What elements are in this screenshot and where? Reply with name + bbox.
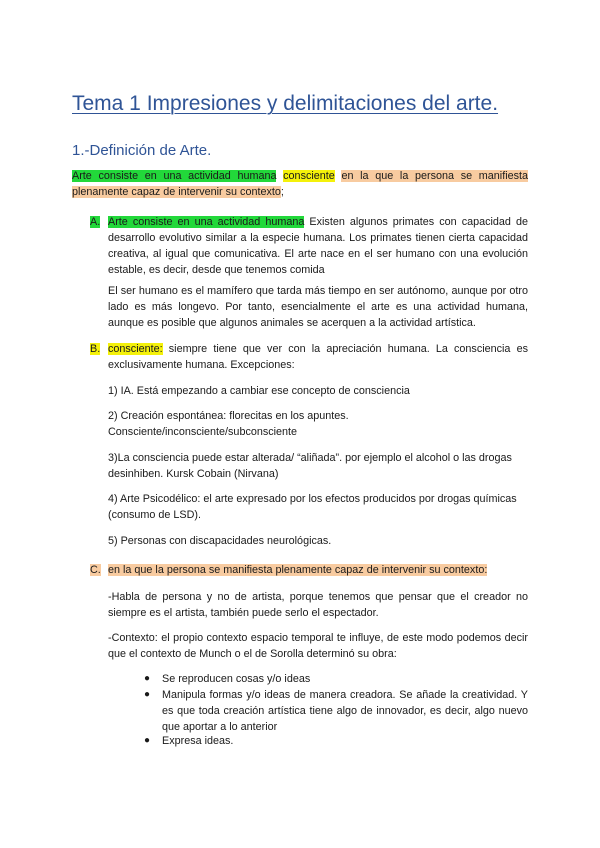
exception-4: 4) Arte Psicodélico: el arte expresado por los efectos producidos por drogas químicas (consumo de LSD). [108,493,517,521]
bullet-item-3: ● Expresa ideas. [144,735,234,747]
definition-part-2: consciente [283,170,335,182]
definition-end: ; [280,186,284,198]
item-b-text: siempre tiene que ver con la apreciación humana. La consciencia es exclusivamente humana. Excepciones: [108,343,528,371]
item-c-paragraph-1: -Habla de persona y no de artista, porque tenemos que pensar que el creador no siempre es el artista, también puede serlo el espectador. [108,591,528,619]
exception-2-cont: Consciente/inconsciente/subconsciente [108,426,298,438]
bullet-icon: ● [144,673,151,684]
definition-part-3: en la que la persona se manifiesta plenamente capaz de intervenir su contexto [72,170,529,198]
item-b-letter: B. [90,343,101,355]
item-a-lead: Arte consiste en una actividad humana [108,216,305,228]
item-a-text: Existen algunos primates con capacidad de desarrollo evolutivo similar a la especie humana. Los primates tienen cierta capacidad creativa, al igual que comunicativa. El arte nace en el ser humano con una evolución estable, es decir, desde que tenemos comida [108,216,528,276]
bullet-item-2: ● Manipula formas y/o ideas de manera creadora. Se añade la creatividad. Y es que toda creación artística tiene algo de innovador, es decir, algo nuevo que aportar a lo anterior [144,689,528,733]
exception-2: 2) Creación espontánea: florecitas en los apuntes. [108,410,349,422]
bullet-icon: ● [144,735,151,746]
item-c-letter: C. [90,564,101,576]
page-title: Tema 1 Impresiones y delimitaciones del arte. [72,92,499,115]
item-a-paragraph-2: El ser humano es el mamífero que tarda más tiempo en ser autónomo, aunque por otro lado es más longevo. Por tanto, esencialmente el arte es una actividad humana, aunque es posible que algunos animales se acerquen a la actividad artística. [108,285,528,329]
section-heading: 1.-Definición de Arte. [72,142,212,159]
bullet-item-1: ● Se reproducen cosas y/o ideas [144,673,311,685]
item-a-letter: A. [90,216,101,228]
exception-1: 1) IA. Está empezando a cambiar ese concepto de consciencia [108,385,410,397]
item-b-lead: consciente: [108,343,163,355]
item-c-paragraph-2: -Contexto: el propio contexto espacio temporal te influye, de este modo podemos decir que el contexto de Munch o el de Sorolla determinó su obra: [108,632,528,660]
bullet-icon: ● [144,689,151,700]
item-a-paragraph [108,214,528,278]
item-c-lead: en la que la persona se manifiesta plenamente capaz de intervenir su contexto: [108,564,488,576]
exception-3: 3)La consciencia puede estar alterada/ “aliñada”. por ejemplo el alcohol o las drogas desinhiben. Kursk Cobain (Nirvana) [108,452,512,480]
definition-part-1: Arte consiste en una actividad humana [72,170,277,182]
definition-paragraph [72,168,528,200]
item-b-paragraph [108,341,528,373]
exception-5: 5) Personas con discapacidades neurológicas. [108,535,332,547]
item-c-heading [108,562,528,578]
